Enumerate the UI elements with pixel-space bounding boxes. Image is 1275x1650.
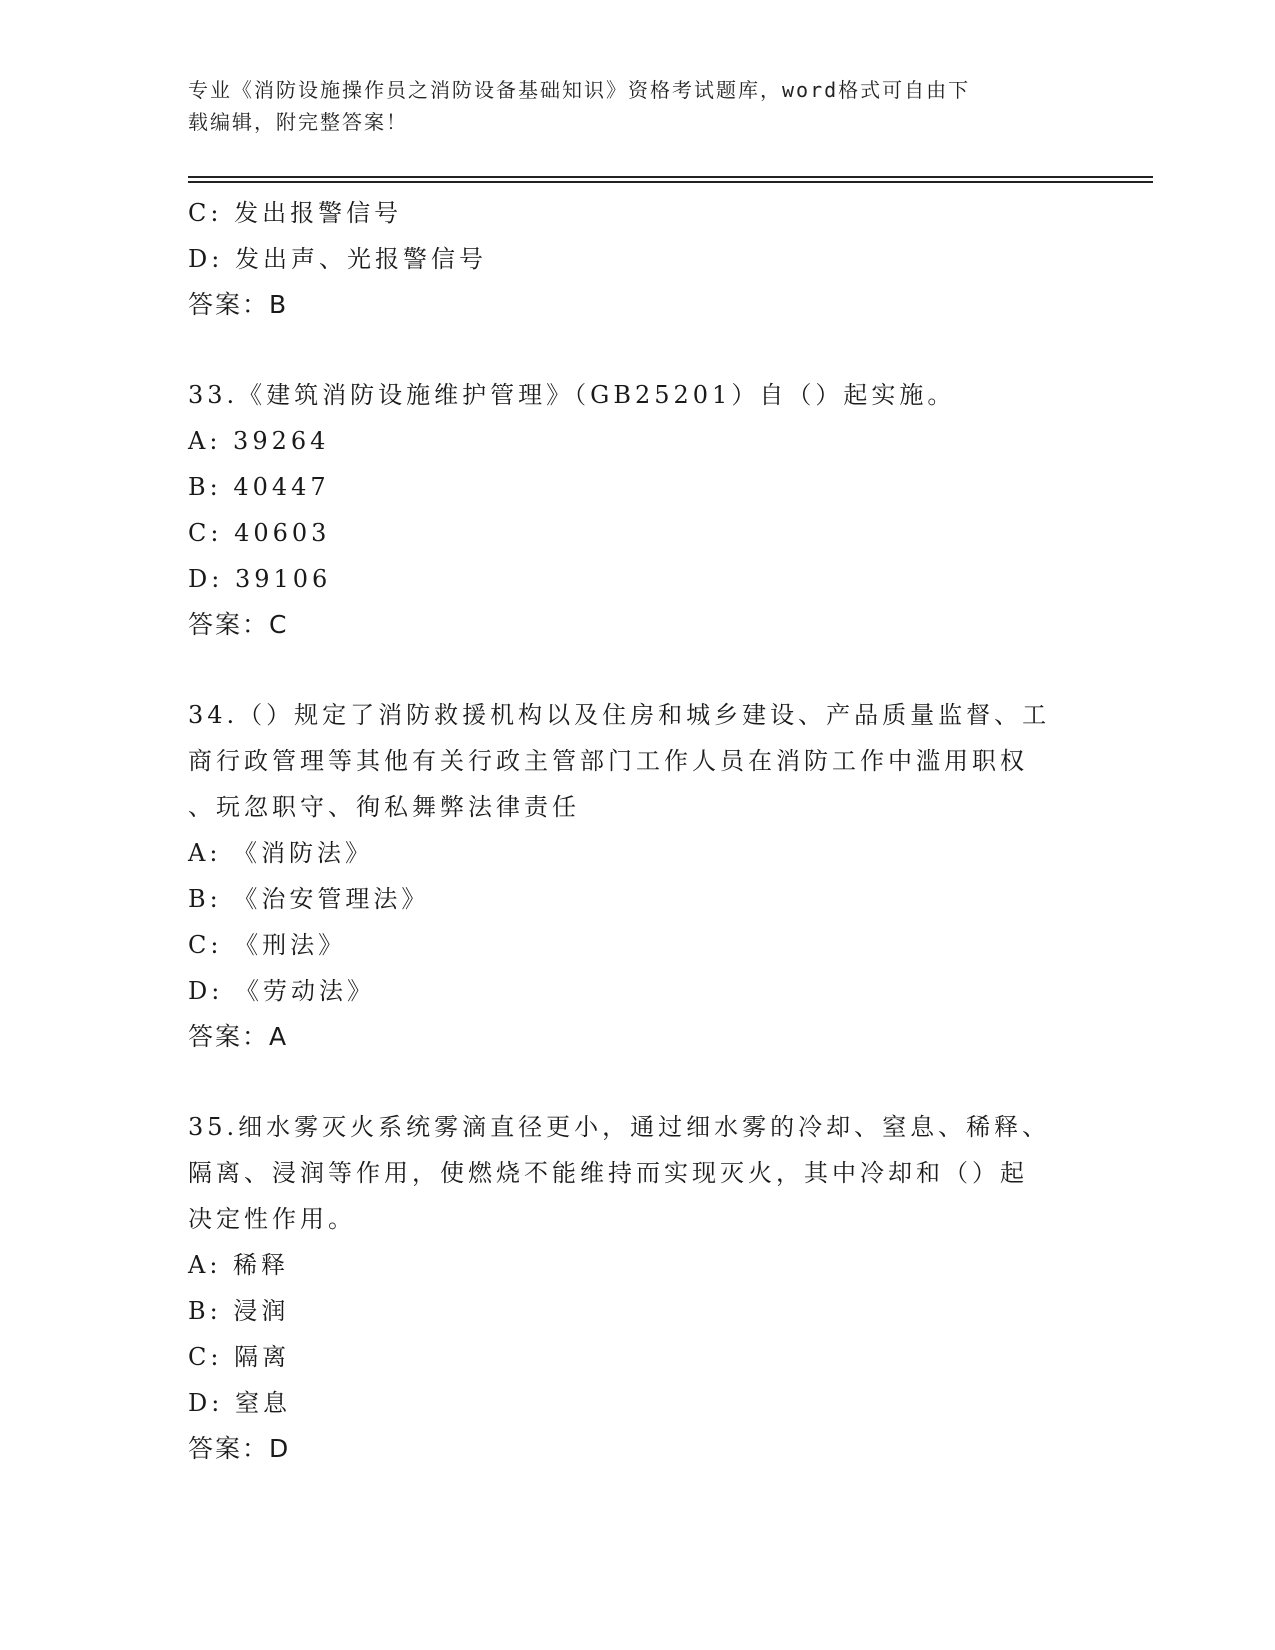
option-a: A: 39264 — [188, 427, 330, 455]
question-text-line: 33.《建筑消防设施维护管理》（GB25201）自（）起实施。 — [188, 381, 956, 409]
document-header — [188, 74, 1088, 138]
option-c: C: 《刑法》 — [188, 931, 347, 959]
option-d: D: 窒息 — [188, 1389, 291, 1417]
header-line-2: 载编辑，附完整答案！ — [188, 110, 408, 134]
question-text-line: 34.（）规定了消防救援机构以及住房和城乡建设、产品质量监督、工 — [188, 701, 1051, 729]
answer-label: 答案：C — [188, 610, 289, 639]
question-text-line: 决定性作用。 — [188, 1205, 356, 1233]
question-33 — [188, 372, 1088, 648]
question-text-line: 35.细水雾灭火系统雾滴直径更小，通过细水雾的冷却、窒息、稀释、 — [188, 1113, 1051, 1141]
option-d: D: 《劳动法》 — [188, 977, 375, 1005]
option-c: C: 隔离 — [188, 1343, 291, 1371]
question-34 — [188, 692, 1088, 1060]
answer-label: 答案：B — [188, 290, 289, 319]
question-text — [188, 372, 1088, 418]
option-b: B: 浸润 — [188, 1297, 290, 1325]
option-d: D: 发出声、光报警信号 — [188, 245, 487, 273]
option-b: B: 《治安管理法》 — [188, 885, 430, 913]
option-d: D: 39106 — [188, 565, 332, 593]
option-a: A: 《消防法》 — [188, 839, 374, 867]
option-c: C: 发出报警信号 — [188, 199, 403, 227]
header-divider-top — [188, 176, 1153, 178]
option-b: B: 40447 — [188, 473, 330, 501]
question-35 — [188, 1104, 1088, 1472]
question-text-line: 隔离、浸润等作用，使燃烧不能维持而实现灭火，其中冷却和（）起 — [188, 1159, 1028, 1187]
question-text-line: 商行政管理等其他有关行政主管部门工作人员在消防工作中滥用职权 — [188, 747, 1028, 775]
question-text-line: 、玩忽职守、徇私舞弊法律责任 — [188, 793, 580, 821]
option-c: C: 40603 — [188, 519, 331, 547]
header-line-1: 专业《消防设施操作员之消防设备基础知识》资格考试题库，word格式可自由下 — [188, 78, 971, 102]
question-text — [188, 692, 1088, 830]
answer-label: 答案：A — [188, 1022, 289, 1051]
option-a: A: 稀释 — [188, 1251, 290, 1279]
answer-label: 答案：D — [188, 1434, 291, 1463]
question-list — [188, 190, 1088, 1472]
question-32-continuation — [188, 190, 1088, 328]
question-text — [188, 1104, 1088, 1242]
header-divider-bottom — [188, 181, 1153, 183]
